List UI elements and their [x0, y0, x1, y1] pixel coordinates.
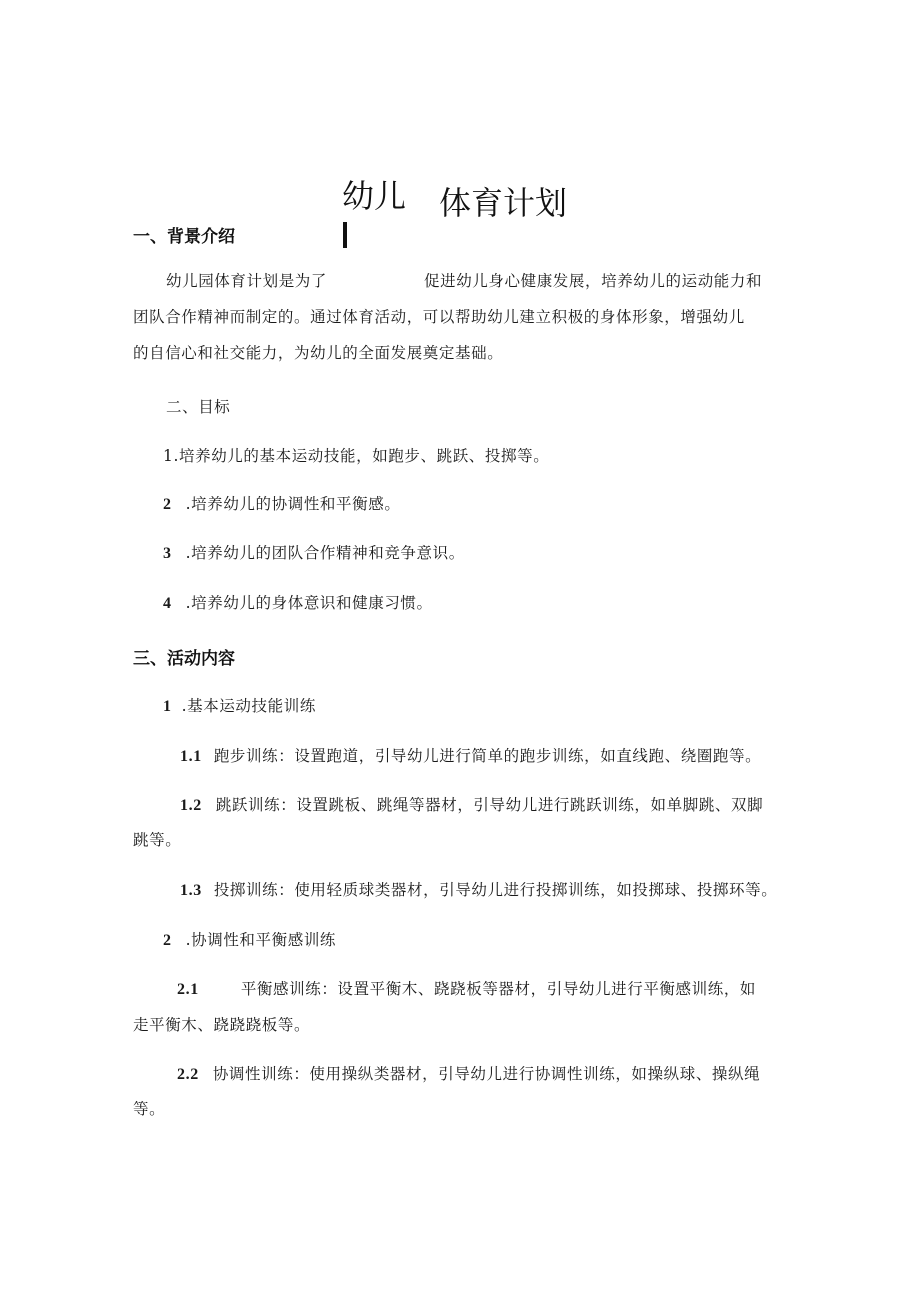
paragraph-line: 促进幼儿身心健康发展，培养幼儿的运动能力和 — [424, 272, 763, 290]
section-heading-goals: 二、目标 — [166, 398, 231, 416]
list-item-number: 1.2 — [180, 797, 202, 814]
list-item-continuation: 跳等。 — [133, 831, 182, 849]
list-item-continuation: 等。 — [133, 1100, 166, 1118]
list-item — [163, 591, 433, 613]
paragraph-line: 团队合作精神而制定的。通过体育活动，可以帮助幼儿建立积极的身体形象，增强幼儿 — [133, 308, 745, 326]
list-item-text: 跳跃训练：设置跳板、跳绳等器材，引导幼儿进行跳跃训练，如单脚跳、双脚 — [215, 796, 764, 814]
paragraph-line: 幼儿园体育计划是为了 — [166, 272, 328, 290]
list-item — [163, 541, 465, 563]
subsection-number: 2 — [163, 932, 172, 949]
list-item — [180, 793, 763, 815]
list-item-number: 3 — [163, 545, 172, 562]
subsection-heading — [163, 694, 316, 716]
page-title-part1: 幼儿 — [342, 177, 407, 215]
list-item-text: .培养幼儿的团队合作精神和竞争意识。 — [185, 544, 465, 562]
list-item-text: .培养幼儿的协调性和平衡感。 — [185, 495, 401, 513]
list-item-text: 协调性训练：使用操纵类器材，引导幼儿进行协调性训练，如操纵球、操纵绳 — [212, 1065, 761, 1083]
list-item — [180, 744, 761, 766]
list-item-number: 1. — [163, 447, 179, 465]
list-item-text: 跑步训练：设置跑道，引导幼儿进行简单的跑步训练，如直线跑、绕圈跑等。 — [213, 747, 762, 765]
list-item-continuation: 走平衡木、跷跷跷板等。 — [133, 1016, 311, 1034]
section-heading-background: 一、背景介绍 — [133, 227, 235, 247]
subsection-text: .协调性和平衡感训练 — [185, 931, 337, 949]
list-item — [177, 977, 756, 999]
text-cursor — [343, 222, 347, 248]
list-item-number: 1.1 — [180, 748, 202, 765]
list-item — [177, 1062, 760, 1084]
subsection-number: 1 — [163, 698, 172, 715]
subsection-text: .基本运动技能训练 — [181, 697, 316, 715]
list-item — [163, 444, 549, 466]
list-item-number: 1.3 — [180, 882, 202, 899]
list-item-text: .培养幼儿的身体意识和健康习惯。 — [185, 594, 433, 612]
list-item — [163, 492, 400, 514]
list-item-number: 4 — [163, 595, 172, 612]
list-item-text: 平衡感训练：设置平衡木、跷跷板等器材，引导幼儿进行平衡感训练，如 — [240, 980, 757, 998]
subsection-heading — [163, 928, 336, 950]
list-item — [180, 878, 777, 900]
paragraph-line: 的自信心和社交能力，为幼儿的全面发展奠定基础。 — [133, 344, 504, 362]
list-item-text: 培养幼儿的基本运动技能，如跑步、跳跃、投掷等。 — [179, 447, 550, 465]
section-heading-activities: 三、活动内容 — [133, 649, 235, 669]
list-item-number: 2.2 — [177, 1066, 199, 1083]
list-item-number: 2 — [163, 496, 172, 513]
list-item-number: 2.1 — [177, 981, 199, 998]
list-item-text: 投掷训练：使用轻质球类器材，引导幼儿进行投掷训练，如投掷球、投掷环等。 — [213, 881, 778, 899]
page-title-part2: 体育计划 — [439, 184, 568, 222]
